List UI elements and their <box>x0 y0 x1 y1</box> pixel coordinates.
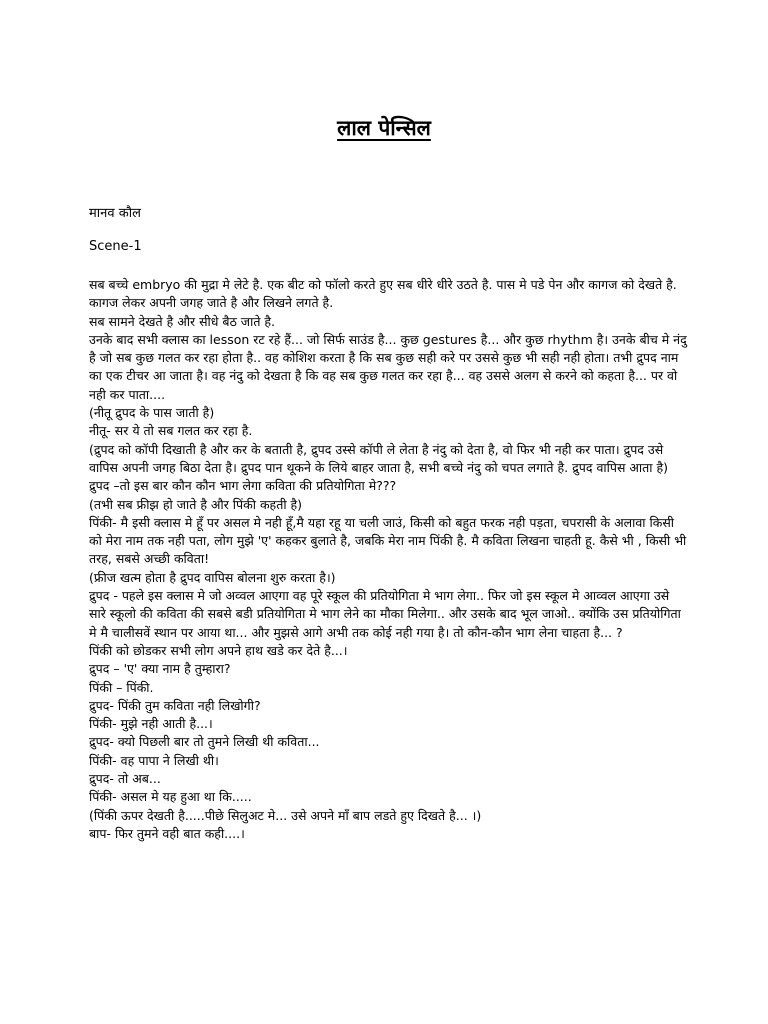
paragraph: द्रुपद – 'ए' क्या नाम है तुम्हारा? <box>89 661 231 677</box>
paragraph: बाप- फिर तुमने वही बात कही....। <box>89 825 245 841</box>
paragraph: पिंकी- असल मे यह हुआ था कि..... <box>89 789 252 805</box>
paragraph: द्रुपद- तो अब... <box>89 771 161 787</box>
paragraph: पिंकी- मुझे नही आती है...। <box>89 716 213 732</box>
page-title: लाल पेन्सिल <box>337 116 431 140</box>
paragraph: द्रुपद - पहले इस क्लास मे जो अव्वल आएगा वह पूरे स्कूल की प्रतियोगिता मे भाग लेगा.. फिर जो इस स्कूल मे आव्वल आएगा उसे सारे स्कूलो की कविता की सबसे बडी प्रतियोगिता मे भाग लेने का मौका मिलेगा.. और उसके बाद भूल जाओ.. क्योंकि उस प्रतियोगिता मे मै चालीसवें स्थान पर आया था... और मुझसे आगे अभी तक कोई नही गया है। तो कौन-कौन भाग लेना चाहता है... ? <box>89 588 681 640</box>
scene-heading: Scene-1 <box>89 239 142 254</box>
paragraph: उनके बाद सभी क्लास का lesson रट रहे हैं... जो सिर्फ साउंड है... कुछ gestures है... और कुछ rhythm है। उनके बीच मे नंदु है जो सब कुछ गलत कर रहा होता है.. वह कोशिश करता है कि सब कुछ सही करे पर उससे कुछ भी सही नही होता। तभी द्रुपद नाम का एक टीचर आ जाता है। वह नंदु को देखता है कि वह सब कुछ गलत कर रहा है... वह उससे अलग से करने को कहता है... पर वो नही कर पाता.... <box>89 331 687 402</box>
paragraph: द्रुपद –तो इस बार कौन कौन भाग लेगा कविता की प्रतियोगिता मे??? <box>89 478 397 494</box>
paragraph: पिंकी को छोडकर सभी लोग अपने हाथ खडे कर देते है...। <box>89 642 348 658</box>
paragraph: नीतू- सर ये तो सब गलत कर रहा है. <box>89 423 253 439</box>
paragraph: (नीतू द्रुपद के पास जाती है) <box>89 405 215 421</box>
paragraph: सब सामने देखते है और सीधे बैठ जाते है. <box>89 313 276 329</box>
script-body <box>89 276 689 843</box>
paragraph: (तभी सब फ्रीझ हो जाते है और पिंकी कहती है) <box>89 496 303 512</box>
paragraph: (पिंकी ऊपर देखती है.....पीछे सिलुअट मे... उसे अपने माँ बाप लडते हुए दिखते है... ।) <box>89 807 482 823</box>
paragraph: द्रुपद- क्यो पिछली बार तो तुमने लिखी थी कविता... <box>89 734 320 750</box>
author-name: मानव कौल <box>89 206 141 221</box>
paragraph: पिंकी – पिंकी. <box>89 679 154 695</box>
paragraph: पिंकी- मै इसी क्लास मे हूँ पर असल मे नही हूँ,मै यहा रहू या चली जाउं, किसी को बहुत फरक नही पड़ता, चपरासी के अलावा किसी को मेरा नाम तक नही पता, लोग मुझे 'ए' कहकर बुलाते है, जबकि मेरा नाम पिंकी है. मै कविता लिखना चाहती हू. कैसे भी , किसी भी तरह, सबसे अच्छी कविता! <box>89 514 687 567</box>
paragraph: (द्रुपद को कॉपी दिखाती है और कर के बताती है, द्रुपद उस्से कॉपी ले लेता है नंदु को देता है, वो फिर भी नही कर पाता। द्रुपद उसे वापिस अपनी जगह बिठा देता है। द्रुपद पान थूकने के लिये बाहर जाता है, सभी बच्चे नंदु को चपत लगाते है. द्रुपद वापिस आता है) <box>89 441 669 475</box>
paragraph: (फ्रीज खत्म होता है द्रुपद वापिस बोलना शुरु करता है।) <box>89 569 336 585</box>
paragraph: द्रुपद- पिंकी तुम कविता नही लिखोगी? <box>89 697 261 713</box>
paragraph: सब बच्चे embryo की मुद्रा मे लेटे है. एक बीट को फॉलो करते हुए सब धीरे धीरे उठते है. पास मे पडे पेन और कागज को देखते है. कागज लेकर अपनी जगह जाते है और लिखने लगते है. <box>89 277 677 311</box>
paragraph: पिंकी- वह पापा ने लिखी थी। <box>89 752 219 768</box>
